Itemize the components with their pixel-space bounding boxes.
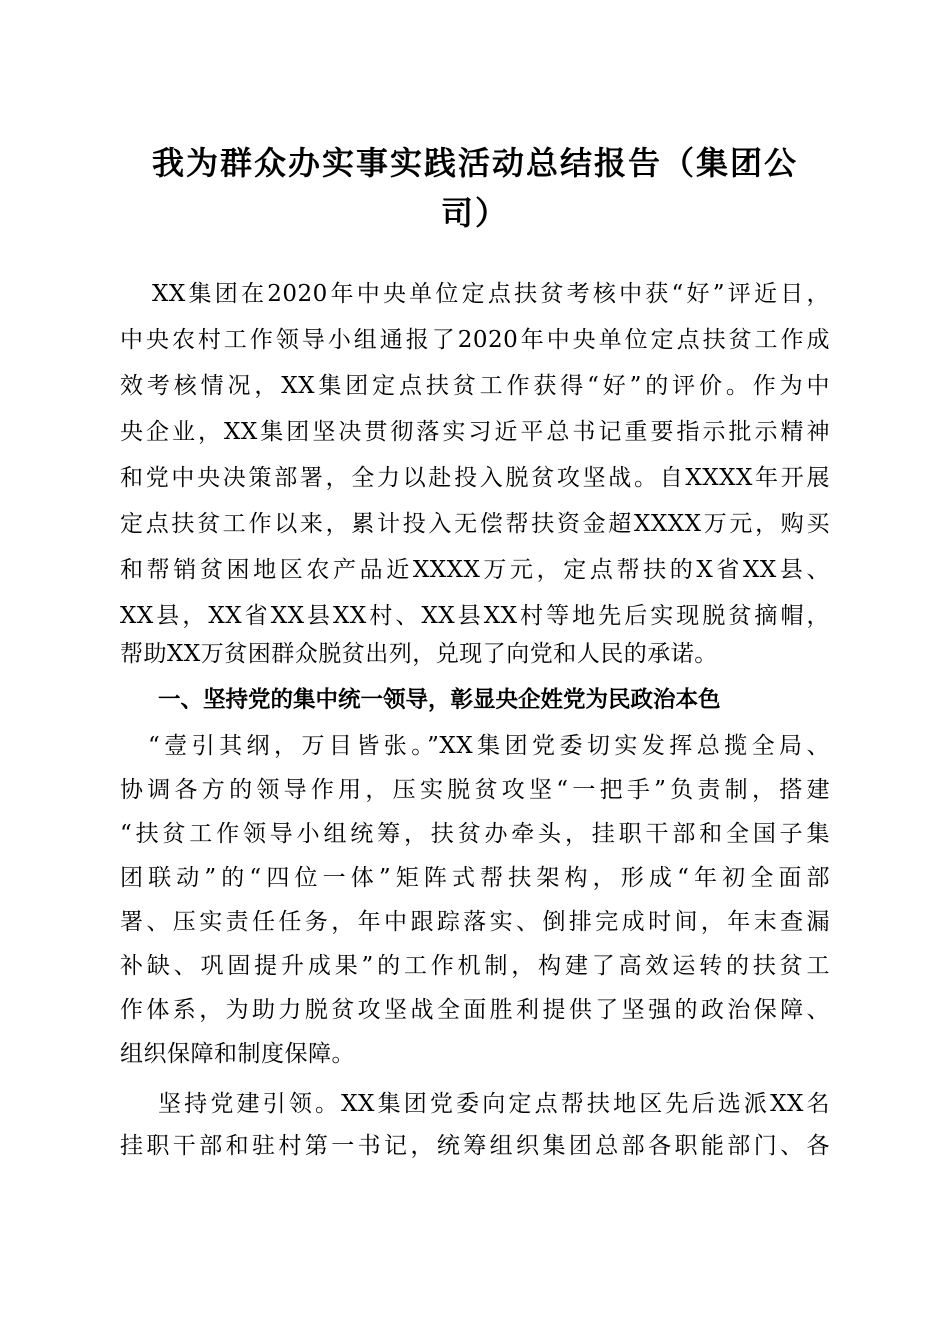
text-line: 和党中央决策部署，全力以赴投入脱贫攻坚战。自XXXX年开展 — [120, 465, 830, 491]
text-line: 挂职干部和驻村第一书记，统筹组织集团总部各职能部门、各 — [120, 1133, 830, 1159]
text-line: 和帮销贫困地区农产品近XXXX万元，定点帮扶的X省XX县、 — [120, 557, 830, 583]
text-line: 署、压实责任任务，年中跟踪落实、倒排完成时间，年末查漏 — [120, 909, 830, 935]
text-line: 效考核情况，XX集团定点扶贫工作获得“好”的评价。作为中 — [120, 373, 830, 399]
text-line: XX县，XX省XX县XX村、XX县XX村等地先后实现脱贫摘帽， — [120, 603, 830, 629]
text-line: 央企业，XX集团坚决贯彻落实习近平总书记重要指示批示精神 — [120, 419, 830, 445]
text-line: 坚持党建引领。XX集团党委向定点帮扶地区先后选派XX名 — [158, 1091, 830, 1117]
text-line: 定点扶贫工作以来，累计投入无偿帮扶资金超XXXX万元，购买 — [120, 511, 830, 537]
title-line-2: 司） — [440, 194, 509, 232]
text-line: 协调各方的领导作用，压实脱贫攻坚“一把手”负责制，搭建 — [120, 777, 830, 803]
text-line: XX集团在2020年中央单位定点扶贫考核中获“好”评近日， — [152, 281, 830, 307]
text-line: 团联动”的“四位一体”矩阵式帮扶架构，形成“年初全面部 — [120, 865, 830, 891]
text-line: 组织保障和制度保障。 — [120, 1041, 355, 1067]
text-line: 帮助XX万贫困群众脱贫出列，兑现了向党和人民的承诺。 — [120, 641, 718, 667]
title-line-1: 我为群众办实事实践活动总结报告（集团公 — [151, 144, 798, 182]
text-line: “壹引其纲，万目皆张。”XX集团党委切实发挥总揽全局、 — [148, 733, 830, 759]
section-heading-1: 一、坚持党的集中统一领导，彰显央企姓党为民政治本色 — [158, 687, 721, 713]
text-line: 补缺、巩固提升成果”的工作机制，构建了高效运转的扶贫工 — [120, 953, 830, 979]
text-line: “扶贫工作领导小组统筹，扶贫办牵头，挂职干部和全国子集 — [120, 821, 830, 847]
text-line: 中央农村工作领导小组通报了2020年中央单位定点扶贫工作成 — [120, 327, 830, 353]
text-line: 作体系，为助力脱贫攻坚战全面胜利提供了坚强的政治保障、 — [120, 997, 830, 1023]
document-title — [120, 138, 830, 238]
